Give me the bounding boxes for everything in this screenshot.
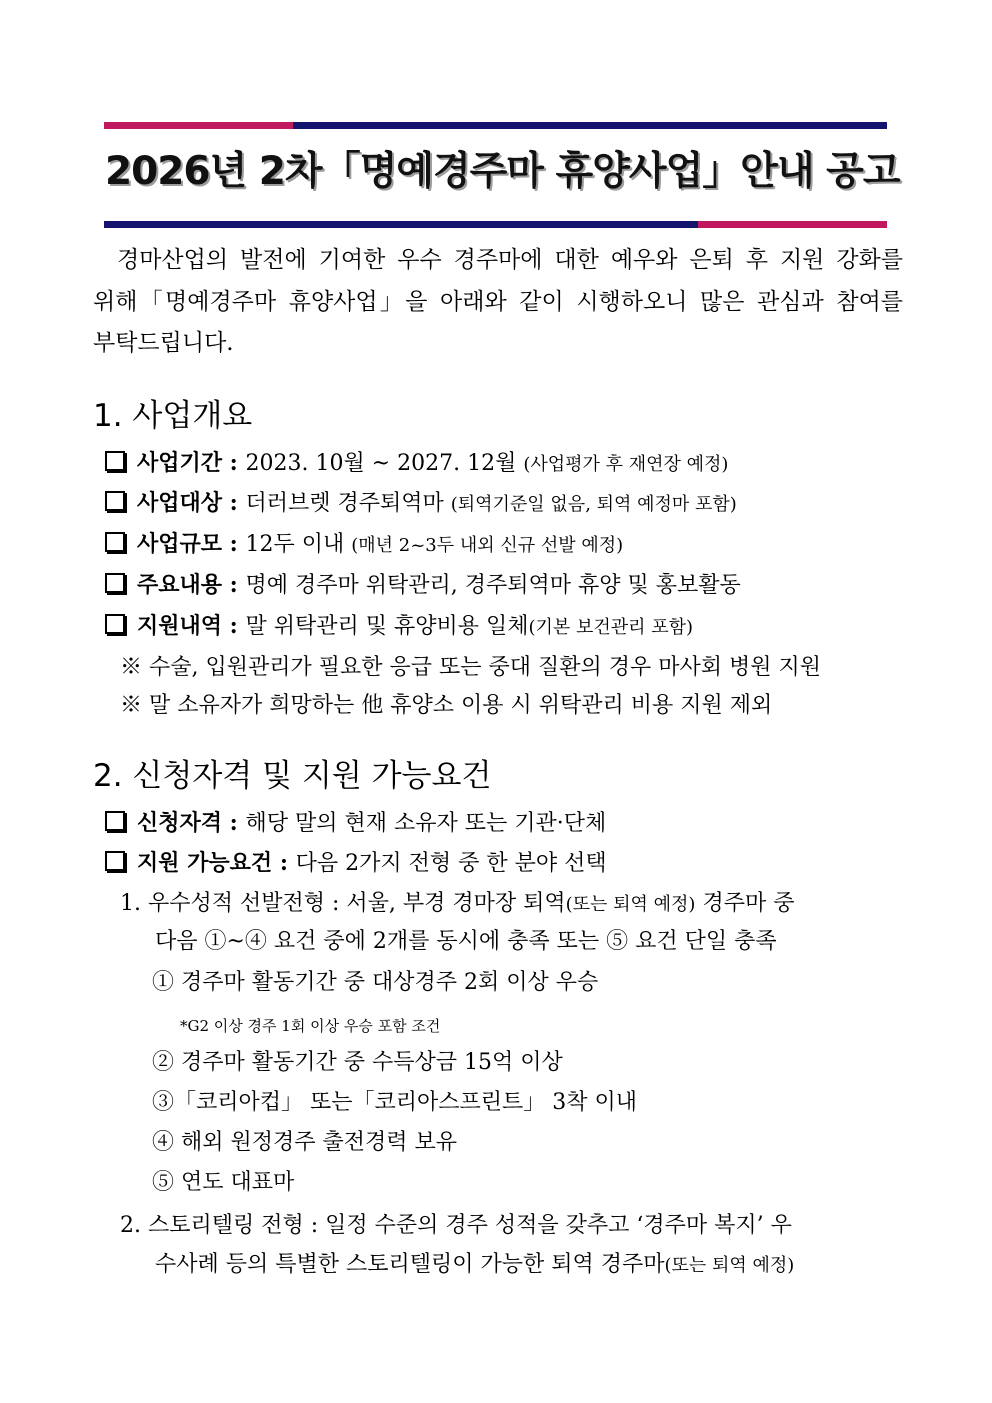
page-title: 2026년 2차「명예경주마 휴양사업」안내 공고 [105, 149, 900, 194]
eligibility-item-applicant [105, 803, 606, 844]
track-1-line-1 [120, 884, 794, 925]
item-text: 12두 이내 [245, 532, 352, 557]
condition-1-fine-note: *G2 이상 경주 1회 이상 우승 포함 조건 [180, 1017, 441, 1035]
checkbox-square-icon [105, 614, 125, 634]
track-2-line-2 [155, 1245, 794, 1286]
item-note: (퇴역기준일 없음, 퇴역 예정마 포함) [450, 494, 737, 515]
item-text: 명예 경주마 위탁관리, 경주퇴역마 휴양 및 홍보활동 [245, 573, 741, 598]
overview-item-content [105, 565, 741, 607]
condition-4: ④ 해외 원정경주 출전경력 보유 [152, 1130, 457, 1155]
item-separator: : [222, 572, 246, 598]
item-label: 지원내역 [137, 613, 223, 639]
eligibility-item-requirements [105, 843, 607, 884]
checkbox-square-icon [105, 491, 125, 511]
item-note: (기본 보건관리 포함) [528, 617, 694, 638]
item-text: 해당 말의 현재 소유자 또는 기관·단체 [245, 811, 607, 836]
item-separator: : [222, 810, 246, 836]
track-1-title: 1. 우수성적 선발전형 : 서울, 부경 경마장 퇴역 [120, 891, 566, 916]
bottom-bar-magenta [698, 221, 887, 228]
top-bar-navy [293, 122, 887, 129]
item-separator: : [222, 450, 246, 476]
item-label: 사업대상 [137, 490, 223, 516]
item-note: (사업평가 후 재연장 예정) [523, 454, 729, 475]
section-2-heading: 2. 신청자격 및 지원 가능요건 [93, 758, 492, 794]
item-label: 사업규모 [137, 531, 223, 557]
condition-1: ① 경주마 활동기간 중 대상경주 2회 이상 우승 [152, 970, 599, 995]
condition-2: ② 경주마 활동기간 중 수득상금 15억 이상 [152, 1050, 563, 1075]
section-1-heading: 1. 사업개요 [93, 398, 253, 434]
track-2-paren: (또는 퇴역 예정) [664, 1255, 795, 1276]
item-separator: : [222, 531, 246, 557]
track-1-line-2: 다음 ①~④ 요건 중에 2개를 동시에 충족 또는 ⑤ 요건 단일 충족 [155, 929, 777, 954]
overview-item-support [105, 606, 693, 648]
overview-item-period [105, 443, 728, 485]
track-2-text: 수사례 등의 특별한 스토리텔링이 가능한 퇴역 경주마 [155, 1252, 665, 1277]
item-label: 사업기간 [137, 450, 223, 476]
condition-3: ③「코리아컵」 또는「코리아스프린트」 3착 이내 [152, 1090, 638, 1115]
track-1-paren: (또는 퇴역 예정) [565, 894, 696, 915]
item-label: 지원 가능요건 [137, 850, 273, 876]
item-label: 주요내용 [137, 572, 223, 598]
condition-5: ⑤ 연도 대표마 [152, 1170, 295, 1195]
item-separator: : [272, 850, 296, 876]
checkbox-square-icon [105, 573, 125, 593]
checkbox-square-icon [105, 532, 125, 552]
item-separator: : [222, 613, 246, 639]
top-bar-magenta [104, 122, 293, 129]
item-text: 더러브렛 경주퇴역마 [245, 491, 451, 516]
overview-item-target [105, 483, 737, 525]
item-note: (매년 2~3두 내외 신규 선발 예정) [351, 535, 624, 556]
bottom-bar-navy [104, 221, 698, 228]
item-separator: : [222, 490, 246, 516]
note-other-facility: ※ 말 소유자가 희망하는 他 휴양소 이용 시 위탁관리 비용 지원 제외 [120, 693, 773, 718]
checkbox-square-icon [105, 851, 125, 871]
item-text: 말 위탁관리 및 휴양비용 일체 [245, 614, 529, 639]
checkbox-square-icon [105, 811, 125, 831]
item-label: 신청자격 [137, 810, 223, 836]
item-text: 다음 2가지 전형 중 한 분야 선택 [295, 851, 607, 876]
track-1-tail: 경주마 중 [695, 891, 795, 916]
checkbox-square-icon [105, 451, 125, 471]
track-2-line-1: 2. 스토리텔링 전형 : 일정 수준의 경주 성적을 갖추고 ‘경주마 복지’ 우 [120, 1213, 792, 1238]
overview-item-scale [105, 524, 623, 566]
item-text: 2023. 10월 ~ 2027. 12월 [245, 451, 524, 476]
intro-paragraph: 경마산업의 발전에 기여한 우수 경주마에 대한 예우와 은퇴 후 지원 강화를 위해「명예경주마 휴양사업」을 아래와 같이 시행하오니 많은 관심과 참여를 부탁드립니다. [93, 247, 903, 356]
note-hospital-support: ※ 수술, 입원관리가 필요한 응급 또는 중대 질환의 경우 마사회 병원 지원 [120, 655, 821, 680]
